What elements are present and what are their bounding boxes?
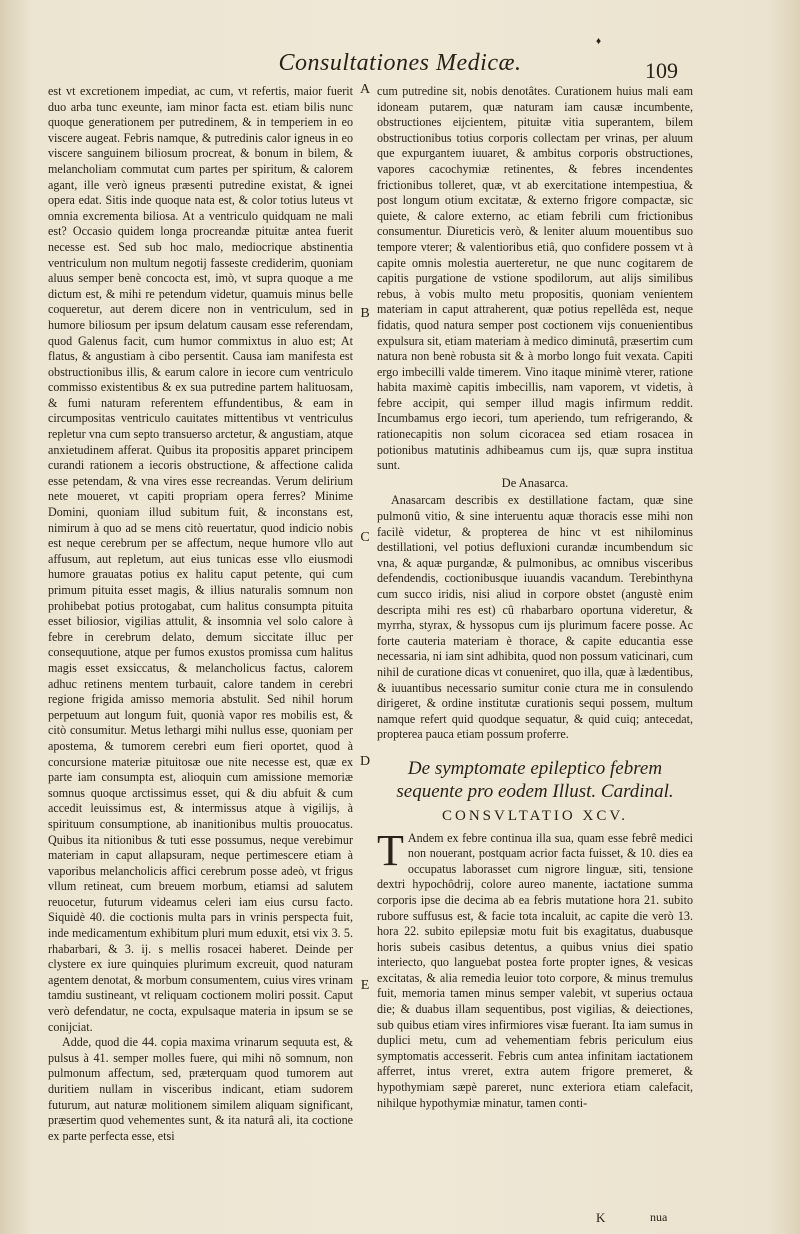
ornament-mark: ♦: [596, 36, 602, 47]
page-number: 109: [645, 58, 678, 83]
right-paragraph-2: Anasarcam describis ex destillatione factam, quæ sine pulmonû vitio, & sine interuentu aquæ thoracis esse mihi non facilè videtur, & propterea de hinc vt est nihilominus destillationi, vel potius defluxioni curandæ incumbendum sic vna, & aquæ purgandæ, & pulmonibus, ac omnibus visceribus defendendis, coctionibusque iuuandis vacandum. Terebinthyna cum succo iridis, nisi aliud in corpore obstet (angustè enim descripta mihi res est) cû rhabarbaro oportuna videretur, & myrrha, styrax, & hyssopus cum ijs plurimum facere posse. Ac forte cauteria materiam è thorace, & capite educantia esse necessaria, ni iam sint adhibita, quod non possum vaticinari, cum nihil de curatione dicas vt conueniret, quo illa, quæ à lædentibus, & iuuantibus necessario sumitur conie ctura me in consulendo dirigeret, & ordine institutæ curationis sequi possem, multum namque refert quid quodque sequatur, & quid cuiq; antecedat, propterea pauca etiam possum proferre.: [377, 493, 693, 742]
margin-marker-e: E: [360, 978, 370, 993]
left-paragraph-1: est vt excretionem impediat, ac cum, vt refertis, maior fuerit duo arba tunc exeunte, iam minor facta est. etiam bilis nunc quoque generationem per putredinem, & in temperiem in eo viscere augeat. Febris namque, & putredinis calor igneus in eo viscere sanguinem biliosum procreat, & bonum in bilem, & melancholiam commutat cum partes per spiritum, & calorem agant, ille verò igneus præsenti putredine existat, & ignei opera edat. Sitis inde quoque nata est, & color totius luteus vt omnia excrementa biliosa. At a ventriculo quidquam ne mali est? Occasio quidem longa procreandæ pituitæ antea fuerit necesse est. Sed sub hoc malo, mediocrique abstinentia ventriculum non multum negotij fasseste crediderim, quoniam aluus semper benè concocta est, imò, vt supra quoque a me dictum est, & mihi re petendum videtur, quamuis minus belle coqueretur, aut derem dicere non in ventriculum, sed in humore biliosum per ipsum delatum causam esse referendam, quod Galenus facit, cum humor commixtus in aluo est; At flatus, & angustiam à cibo persentit. Causa iam manifesta est obstructionibus illis, & earum calore in iecore cum ventriculo commisso existentibus & ex sua putredine partem halituosam, & fumi naturam referentem effundentibus, & eam in circumpositas ventriculo cauitates mittentibus vt ventriculus repletur vna cum septo transuerso arctetur, & angustiam, atque anxietudinem afferat. Quibus ita propositis apparet principem curandi rationem a iecoris obstructione, & affectione calida esse petendam, & vna vires esse recreandas. Verum delirium nete moueret, vt capiti propriam opera ferres? Minime Domini, quoniam illud subitum fuit, & inconstans est, nimirum à quo ad se mens citò reuertatur, quod indicio nobis est neque cerebrum per se affectum, neque humore vllo aut affusum, aut repletum, aut eius tunicas esse vllo eiusmodi humore grauatas potius ex halitu caput petente, qui cum primum pituita esset magis, & illius naturalis somnum non prohibebat potius protogabat, cum halitus consumpta pituita esset biliosior, vigilias attulit, & insomnia vel solo calore à febre in cerebrum delato, demum siccitate illuc per consequutione, atque per fumos exustos promissa cum halitus magis esset exsiccatus, & melancholicus factus, calorem adhuc retinens mentem turbauit, calore tandem in cerebri regione frigida amisso memoria abstulit. Sed nihil horum perpetuum aut longum fuit, quonià vapor res mobilis est, & citò consumitur. Metus lethargi mihi nullus esse, quoniam per apostema, & tumorem cerebri eum fieri oportet, quod à concursione materiæ pituitosæ oue nite necesse est, quæ ex parte iam consumpta est, alioquin cum amissione memoriæ somnus quoque arctissimus esset, qui & diu abfuit & cum accedit leuissimus est, & intermissus atque à vigilijs, à spirituum consumptione, ab inanitionibus multis prouocatus. Quibus ita nitionibus & tuti esse possumus, neque verebimur materiam in caput allapsuram, neque pertimescere etiam à vaporibus melancholicis affici cerebrum posse adeò, vt frigus vllum retineat, cum breuem morbum, etiamsi ad salutem reuocetur, futurum videamus celeri iam eius cursu facto. Siquidè 40. die coctionis multa pars in vrinis perspecta fuit, inde medicamentum exhibitum pluri mum eduxit, etsi vix 3. 5. rhabarbari, & 3. ij. s mellis rosacei haberet. Deinde per clystere ex iure quinquies plurimum excreuit, quod naturam agentem denotat, & morbum consumentem, cuius vires vrinam tamdiu sustineant, vt reliquam coctionem moliri possit. Caput verò defendatur, ne cocta, expulsaque materia in ipsum se se conijciat.: [48, 84, 353, 1034]
right-paragraph-3-text: Andem ex febre continua illa sua, quam esse febrê medici non nouerant, postquam acrior facta fuisset, & 10. dies ea occupatus laborasset cum nigrore linguæ, siti, tensione dextri hypochôdrij, colore aureo manente, iactatione summa corporis ipse die decima ab ea febris mutatione hora 21. subito rubore suffusus est, & facie tota incaluit, ac capite die verò 13. hora 22. subito epilepsiæ motu fuit bis exagitatus, duabusque horis subeis casibus detentus, a quibus vnius diei spatio interiecto, quo languebat postea forte propter ignes, & vesicas excitatas, & alia remedia leuior toto corpore, & minus tremulus fuit, memoria tamen minus semper valebit, vt superius octaua die; & duabus illam sequentibus, post vigilias, & deiectiones, sub quibus etiam vires infirmiores visæ fuerant. Ita iam sumus in duplici metu, cum ad vehementiam febris periculum eius symptomatis accesserit. Febris cum antea infinitam iactationem afferret, intus vreret, extra autem frigore premeret, & hypothymiam sæpè pareret, nunc exteriora etiam calefacit, nihilque hypothymiæ minatur, tamen conti-: [377, 830, 693, 1110]
left-column: [48, 84, 353, 1144]
catchword: nua: [650, 1210, 668, 1224]
margin-marker-c: C: [360, 530, 370, 545]
right-column: [377, 84, 693, 1111]
margin-marker-d: D: [359, 754, 371, 769]
right-paragraph-3: [377, 825, 693, 1112]
consultatio-heading: CONSVLTATIO XCV.: [442, 807, 628, 824]
margin-marker-a: A: [359, 82, 371, 97]
consultation-title: De symptomate epileptico febrem sequente pro eodem Illust. Cardinal.: [396, 757, 674, 802]
left-paragraph-2: Adde, quod die 44. copia maxima vrinarum sequuta est, & pulsus à 41. semper molles fuere, qui mihi nõ somnum, non pulmonum affectum, sed, præterquam quod tumorem aut duritiem nullam in visceribus indicant, etiam sudorem futurum, aut naturæ molitionem similem aliquam significant, præsertim quod vehementes sunt, & ita naturâ ali, ita coctione ex parte perfecta esse, etsi: [48, 1035, 353, 1143]
margin-marker-b: B: [360, 306, 370, 321]
drop-capital: T: [377, 825, 404, 875]
signature-mark: K: [596, 1210, 606, 1225]
section-heading-anasarca: De Anasarca.: [501, 475, 569, 490]
right-paragraph-1: cum putredine sit, nobis denotâtes. Curationem huius mali eam idoneam putarem, quæ naturam iam causæ incumbente, obstructiones eijcientem, pituitæ vitia superantem, bilem obstructionibus totius corporis collectam per vrinas, per aluum que expurgantem iuuaret, & ambitus corporis obstructiones, vapores cacochymiæ retinentes, & febres incendentes frictionibus tolleret, quæ, vt ab exercitatione intempestiua, & post longum otium excitatæ, & externo frigore compactæ, sic quiete, & calore externo, ac etiam febrili cum frictionibus consumentur. Diureticis verò, & leniter aluum mouentibus suo tempore vterer; & valentioribus etiâ, quo confidere possem vt à capite omnis molestia auerteretur, ne que nunc cogitarem de capitis purgatione de vstione spodilorum, aut alijs similibus rebus, à vobis multo metu propositis, quoniam venientem materiam in caput attraherent, quæ potius repellêda est, neque fidatis, quod natura semper post coctionem vijs conuenientibus expulsura sit, etiam materiam à medico diminutâ, præsertim cum natura non benè robusta sit & à morbo longo fuit vexata. Capiti ergo imbecilli valde timerem. Vino itaque minimè vterer, ratione habita maximè capitis imbecillis, nam vaporem, vt videtis, à febre accipit, qui semper illud magis infirmum reddit. Incumbamus ergo iecori, tum aperiendo, tum refrigerando, & rationecapitis non solum cicoracea sed etiam rosacea in potionibus matutinis adhibeamus cum ijs, quæ supra institua sunt.: [377, 84, 693, 473]
running-title: Consultationes Medicæ.: [278, 50, 522, 76]
